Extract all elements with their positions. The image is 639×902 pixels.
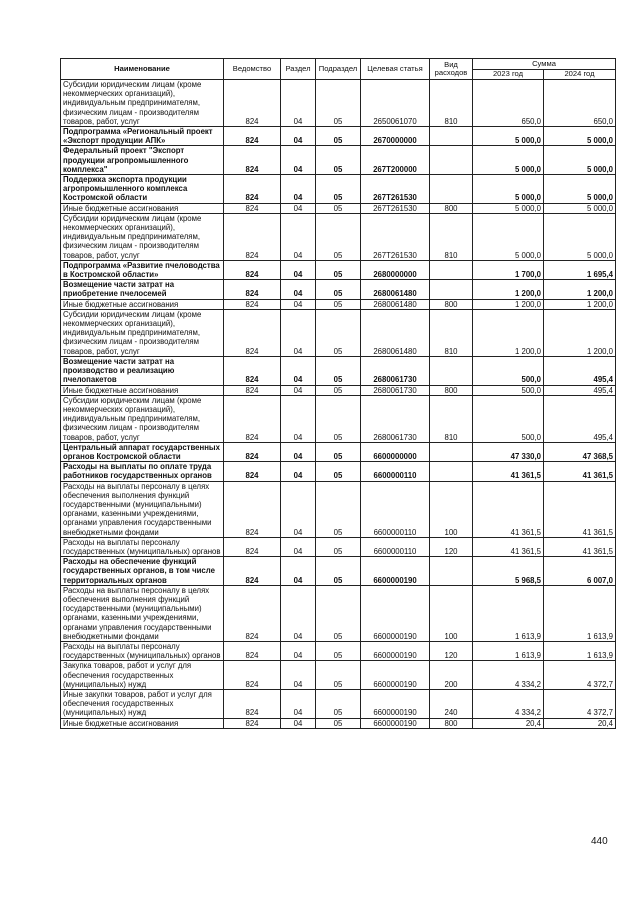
cell-subsection: 05 [316, 585, 361, 641]
cell-expense-type [430, 557, 473, 586]
cell-target: 267T261530 [361, 203, 430, 213]
cell-target: 6600000110 [361, 481, 430, 537]
table-row [61, 690, 616, 719]
cell-sum-2023: 5 968,5 [473, 557, 544, 586]
header-name: Наименование [61, 59, 224, 80]
cell-sum-2024: 4 372,7 [544, 690, 616, 719]
cell-target: 6600000110 [361, 462, 430, 481]
cell-target: 2680061730 [361, 385, 430, 395]
cell-sum-2024: 495,4 [544, 395, 616, 442]
cell-target: 6600000190 [361, 641, 430, 660]
cell-section: 04 [281, 146, 316, 175]
cell-section: 04 [281, 718, 316, 728]
cell-target: 2680061480 [361, 309, 430, 356]
cell-sum-2024: 650,0 [544, 80, 616, 127]
cell-section: 04 [281, 462, 316, 481]
table-row [61, 718, 616, 728]
cell-section: 04 [281, 356, 316, 385]
table-row [61, 203, 616, 213]
cell-sum-2024: 41 361,5 [544, 462, 616, 481]
cell-expense-type: 810 [430, 309, 473, 356]
cell-section: 04 [281, 537, 316, 556]
cell-target: 267T261530 [361, 213, 430, 260]
cell-ministry: 824 [224, 146, 281, 175]
cell-sum-2024: 20,4 [544, 718, 616, 728]
cell-subsection: 05 [316, 442, 361, 461]
cell-section: 04 [281, 395, 316, 442]
cell-expense-type: 120 [430, 537, 473, 556]
cell-target: 6600000190 [361, 661, 430, 690]
table-row [61, 80, 616, 127]
cell-ministry: 824 [224, 641, 281, 660]
cell-target: 2680061730 [361, 395, 430, 442]
cell-expense-type [430, 146, 473, 175]
cell-section: 04 [281, 661, 316, 690]
cell-sum-2023: 1 613,9 [473, 641, 544, 660]
cell-section: 04 [281, 127, 316, 146]
cell-ministry: 824 [224, 203, 281, 213]
cell-sum-2023: 20,4 [473, 718, 544, 728]
cell-name: Иные бюджетные ассигнования [61, 203, 224, 213]
header-ministry: Ведомство [224, 59, 281, 80]
header-expense-type: Вид расходов [430, 59, 473, 80]
cell-sum-2024: 6 007,0 [544, 557, 616, 586]
header-target: Целевая статья [361, 59, 430, 80]
cell-subsection: 05 [316, 557, 361, 586]
cell-ministry: 824 [224, 585, 281, 641]
cell-sum-2024: 1 613,9 [544, 585, 616, 641]
cell-expense-type: 810 [430, 80, 473, 127]
table-row [61, 557, 616, 586]
header-section: Раздел [281, 59, 316, 80]
cell-subsection: 05 [316, 481, 361, 537]
cell-ministry: 824 [224, 537, 281, 556]
cell-name: Иные бюджетные ассигнования [61, 718, 224, 728]
cell-subsection: 05 [316, 203, 361, 213]
cell-expense-type [430, 442, 473, 461]
cell-expense-type: 810 [430, 395, 473, 442]
cell-expense-type: 100 [430, 481, 473, 537]
cell-name: Центральный аппарат государственных органов Костромской области [61, 442, 224, 461]
cell-expense-type [430, 260, 473, 279]
table-row [61, 175, 616, 204]
header-subsection: Подраздел [316, 59, 361, 80]
cell-target: 2680061480 [361, 299, 430, 309]
cell-sum-2023: 4 334,2 [473, 661, 544, 690]
cell-sum-2024: 5 000,0 [544, 203, 616, 213]
table-row [61, 442, 616, 461]
cell-subsection: 05 [316, 127, 361, 146]
cell-target: 6600000190 [361, 585, 430, 641]
cell-section: 04 [281, 80, 316, 127]
cell-expense-type [430, 462, 473, 481]
cell-sum-2023: 4 334,2 [473, 690, 544, 719]
cell-section: 04 [281, 175, 316, 204]
cell-expense-type: 120 [430, 641, 473, 660]
cell-name: Субсидии юридическим лицам (кроме некоммерческих организаций), индивидуальным предпринимателям, физическим лицам - производителям товаров, работ, услуг [61, 395, 224, 442]
table-row [61, 641, 616, 660]
cell-section: 04 [281, 585, 316, 641]
budget-table [60, 58, 616, 729]
cell-name: Расходы на выплаты персоналу в целях обеспечения выполнения функций государственными (муниципальными) органами, казенными учреждениями, органами управления государственными внебюджетными фондами [61, 585, 224, 641]
cell-section: 04 [281, 280, 316, 299]
cell-expense-type: 800 [430, 299, 473, 309]
cell-target: 2670000000 [361, 127, 430, 146]
cell-ministry: 824 [224, 127, 281, 146]
cell-ministry: 824 [224, 299, 281, 309]
cell-sum-2024: 5 000,0 [544, 213, 616, 260]
cell-sum-2023: 1 200,0 [473, 309, 544, 356]
table-row [61, 356, 616, 385]
cell-expense-type: 100 [430, 585, 473, 641]
cell-target: 267T200000 [361, 146, 430, 175]
cell-target: 6600000000 [361, 442, 430, 461]
cell-subsection: 05 [316, 462, 361, 481]
cell-sum-2023: 41 361,5 [473, 481, 544, 537]
cell-subsection: 05 [316, 641, 361, 660]
table-row [61, 146, 616, 175]
cell-name: Возмещение части затрат на производство и реализацию пчелопакетов [61, 356, 224, 385]
cell-name: Расходы на выплаты персоналу в целях обеспечения выполнения функций государственными (муниципальными) органами, казенными учреждениями, органами управления государственными внебюджетными фондами [61, 481, 224, 537]
cell-ministry: 824 [224, 661, 281, 690]
cell-ministry: 824 [224, 442, 281, 461]
cell-subsection: 05 [316, 537, 361, 556]
cell-name: Федеральный проект "Экспорт продукции агропромышленного комплекса" [61, 146, 224, 175]
cell-name: Закупка товаров, работ и услуг для обеспечения государственных (муниципальных) нужд [61, 661, 224, 690]
cell-ministry: 824 [224, 175, 281, 204]
header-year-2024: 2024 год [544, 70, 616, 80]
cell-subsection: 05 [316, 260, 361, 279]
cell-sum-2023: 1 200,0 [473, 299, 544, 309]
cell-section: 04 [281, 481, 316, 537]
cell-expense-type [430, 127, 473, 146]
table-body [61, 80, 616, 729]
cell-name: Иные бюджетные ассигнования [61, 299, 224, 309]
cell-target: 6600000190 [361, 690, 430, 719]
cell-subsection: 05 [316, 356, 361, 385]
cell-section: 04 [281, 213, 316, 260]
cell-subsection: 05 [316, 385, 361, 395]
table-row [61, 299, 616, 309]
cell-ministry: 824 [224, 213, 281, 260]
cell-name: Расходы на обеспечение функций государственных органов, в том числе территориальных органов [61, 557, 224, 586]
cell-name: Расходы на выплаты персоналу государственных (муниципальных) органов [61, 537, 224, 556]
cell-target: 6600000110 [361, 537, 430, 556]
table-row [61, 309, 616, 356]
cell-sum-2024: 495,4 [544, 356, 616, 385]
cell-expense-type: 800 [430, 203, 473, 213]
cell-sum-2023: 41 361,5 [473, 537, 544, 556]
cell-ministry: 824 [224, 356, 281, 385]
cell-target: 2650061070 [361, 80, 430, 127]
header-year-2023: 2023 год [473, 70, 544, 80]
cell-sum-2023: 5 000,0 [473, 127, 544, 146]
cell-sum-2023: 5 000,0 [473, 203, 544, 213]
cell-sum-2024: 1 695,4 [544, 260, 616, 279]
cell-expense-type: 200 [430, 661, 473, 690]
cell-ministry: 824 [224, 395, 281, 442]
cell-sum-2023: 650,0 [473, 80, 544, 127]
cell-section: 04 [281, 260, 316, 279]
table-row [61, 481, 616, 537]
page-number: 440 [591, 836, 608, 847]
cell-sum-2024: 5 000,0 [544, 146, 616, 175]
cell-sum-2023: 500,0 [473, 385, 544, 395]
cell-sum-2024: 47 368,5 [544, 442, 616, 461]
cell-expense-type [430, 280, 473, 299]
cell-sum-2023: 5 000,0 [473, 146, 544, 175]
cell-sum-2023: 5 000,0 [473, 175, 544, 204]
table-row [61, 260, 616, 279]
cell-subsection: 05 [316, 175, 361, 204]
cell-section: 04 [281, 203, 316, 213]
cell-target: 267T261530 [361, 175, 430, 204]
cell-section: 04 [281, 641, 316, 660]
cell-expense-type: 800 [430, 385, 473, 395]
cell-subsection: 05 [316, 690, 361, 719]
cell-sum-2024: 41 361,5 [544, 481, 616, 537]
table-row [61, 462, 616, 481]
cell-subsection: 05 [316, 213, 361, 260]
header-row [61, 59, 616, 70]
cell-sum-2024: 495,4 [544, 385, 616, 395]
cell-sum-2023: 500,0 [473, 395, 544, 442]
cell-name: Расходы на выплаты персоналу государственных (муниципальных) органов [61, 641, 224, 660]
cell-name: Поддержка экспорта продукции агропромышленного комплекса Костромской области [61, 175, 224, 204]
cell-subsection: 05 [316, 146, 361, 175]
table-row [61, 395, 616, 442]
table-row [61, 385, 616, 395]
cell-ministry: 824 [224, 718, 281, 728]
cell-section: 04 [281, 299, 316, 309]
cell-subsection: 05 [316, 718, 361, 728]
cell-expense-type: 800 [430, 718, 473, 728]
cell-sum-2024: 4 372,7 [544, 661, 616, 690]
cell-ministry: 824 [224, 80, 281, 127]
cell-sum-2023: 500,0 [473, 356, 544, 385]
cell-subsection: 05 [316, 80, 361, 127]
cell-section: 04 [281, 309, 316, 356]
cell-sum-2024: 1 200,0 [544, 299, 616, 309]
cell-target: 6600000190 [361, 718, 430, 728]
cell-ministry: 824 [224, 481, 281, 537]
table-row [61, 280, 616, 299]
cell-sum-2024: 1 200,0 [544, 280, 616, 299]
table-row [61, 585, 616, 641]
cell-subsection: 05 [316, 309, 361, 356]
table-row [61, 127, 616, 146]
cell-subsection: 05 [316, 661, 361, 690]
cell-ministry: 824 [224, 557, 281, 586]
cell-expense-type: 810 [430, 213, 473, 260]
cell-name: Возмещение части затрат на приобретение пчелосемей [61, 280, 224, 299]
cell-sum-2024: 1 613,9 [544, 641, 616, 660]
cell-target: 2680061730 [361, 356, 430, 385]
header-sum: Сумма [473, 59, 616, 70]
cell-expense-type [430, 356, 473, 385]
cell-expense-type: 240 [430, 690, 473, 719]
table-row [61, 661, 616, 690]
cell-name: Иные закупки товаров, работ и услуг для обеспечения государственных (муниципальных) нужд [61, 690, 224, 719]
cell-ministry: 824 [224, 385, 281, 395]
cell-sum-2023: 41 361,5 [473, 462, 544, 481]
cell-sum-2024: 41 361,5 [544, 537, 616, 556]
cell-name: Подпрограмма «Развитие пчеловодства в Костромской области» [61, 260, 224, 279]
cell-sum-2023: 1 200,0 [473, 280, 544, 299]
table-row [61, 537, 616, 556]
table-row [61, 213, 616, 260]
cell-sum-2024: 5 000,0 [544, 127, 616, 146]
cell-section: 04 [281, 690, 316, 719]
cell-ministry: 824 [224, 260, 281, 279]
cell-ministry: 824 [224, 690, 281, 719]
cell-ministry: 824 [224, 309, 281, 356]
cell-name: Субсидии юридическим лицам (кроме некоммерческих организаций), индивидуальным предпринимателям, физическим лицам - производителям товаров, работ, услуг [61, 213, 224, 260]
cell-sum-2024: 5 000,0 [544, 175, 616, 204]
cell-target: 2680000000 [361, 260, 430, 279]
cell-section: 04 [281, 442, 316, 461]
cell-name: Подпрограмма «Региональный проект «Экспорт продукции АПК» [61, 127, 224, 146]
cell-name: Иные бюджетные ассигнования [61, 385, 224, 395]
cell-section: 04 [281, 385, 316, 395]
cell-expense-type [430, 175, 473, 204]
cell-sum-2023: 47 330,0 [473, 442, 544, 461]
cell-ministry: 824 [224, 462, 281, 481]
cell-subsection: 05 [316, 299, 361, 309]
cell-subsection: 05 [316, 395, 361, 442]
cell-sum-2024: 1 200,0 [544, 309, 616, 356]
cell-target: 6600000190 [361, 557, 430, 586]
cell-sum-2023: 1 613,9 [473, 585, 544, 641]
cell-target: 2680061480 [361, 280, 430, 299]
cell-sum-2023: 1 700,0 [473, 260, 544, 279]
cell-subsection: 05 [316, 280, 361, 299]
cell-name: Субсидии юридическим лицам (кроме некоммерческих организаций), индивидуальным предпринимателям, физическим лицам - производителям товаров, работ, услуг [61, 80, 224, 127]
cell-name: Субсидии юридическим лицам (кроме некоммерческих организаций), индивидуальным предпринимателям, физическим лицам - производителям товаров, работ, услуг [61, 309, 224, 356]
cell-name: Расходы на выплаты по оплате труда работников государственных органов [61, 462, 224, 481]
cell-ministry: 824 [224, 280, 281, 299]
cell-section: 04 [281, 557, 316, 586]
cell-sum-2023: 5 000,0 [473, 213, 544, 260]
